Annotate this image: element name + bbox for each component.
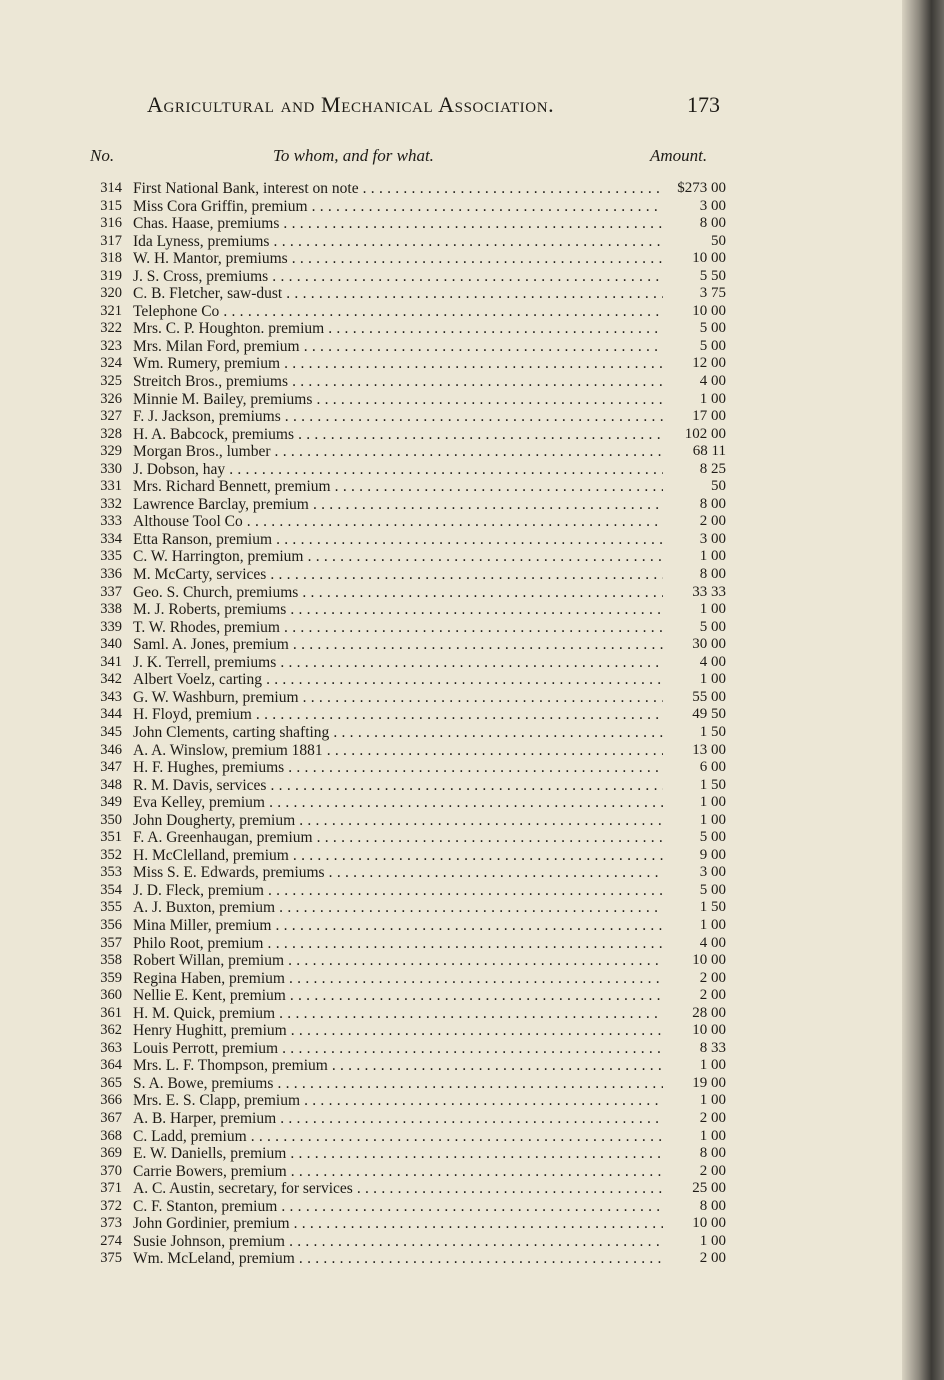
ledger-rows: [0, 180, 902, 1268]
entry-number: 367: [100, 1109, 122, 1126]
entry-description: Albert Voelz, carting . . .: [133, 671, 663, 688]
entry-number: 363: [100, 1039, 122, 1056]
entry-description: H. Floyd, premium . . .: [133, 706, 663, 723]
ledger-row: [0, 1040, 902, 1058]
entry-amount: 2 00: [699, 1109, 726, 1126]
entry-amount: 102 00: [684, 425, 726, 442]
entry-amount: 1 00: [699, 916, 726, 933]
entry-amount: 50: [711, 232, 726, 249]
entry-description: G. W. Washburn, premium . . .: [133, 689, 663, 706]
entry-description: J. K. Terrell, premiums . . .: [133, 654, 663, 671]
ledger-row: [0, 268, 902, 286]
entry-amount: 2 00: [699, 969, 726, 986]
entry-amount: 3 00: [699, 197, 726, 214]
entry-number: 351: [100, 829, 122, 846]
ledger-row: [0, 373, 902, 391]
ledger-row: [0, 1250, 902, 1268]
entry-number: 368: [100, 1127, 122, 1144]
entry-description: M. J. Roberts, premiums . . .: [133, 601, 663, 618]
entry-description: Mrs. Milan Ford, premium . . .: [133, 338, 663, 355]
entry-description: R. M. Davis, services . . .: [133, 777, 663, 794]
entry-number: 319: [100, 267, 122, 284]
entry-amount: 8 33: [699, 1039, 726, 1056]
entry-amount: 1 50: [699, 776, 726, 793]
entry-number: 343: [100, 688, 122, 705]
entry-number: 344: [100, 706, 122, 723]
entry-description: J. D. Fleck, premium . . .: [133, 882, 663, 899]
ledger-row: [0, 864, 902, 882]
entry-description: Regina Haben, premium . . .: [133, 970, 663, 987]
entry-description: Wm. Rumery, premium . . .: [133, 355, 663, 372]
entry-number: 331: [100, 478, 122, 495]
entry-amount: 6 00: [699, 759, 726, 776]
entry-amount: 8 00: [699, 1197, 726, 1214]
entry-amount: 1 00: [699, 1127, 726, 1144]
ledger-row: [0, 987, 902, 1005]
entry-number: 325: [100, 373, 122, 390]
entry-description: A. C. Austin, secretary, for services . . .: [133, 1180, 663, 1197]
entry-description: Robert Willan, premium . . .: [133, 952, 663, 969]
entry-description: C. W. Harrington, premium . . .: [133, 548, 663, 565]
entry-number: 360: [100, 987, 122, 1004]
entry-number: 349: [100, 794, 122, 811]
entry-number: 315: [100, 197, 122, 214]
ledger-row: [0, 338, 902, 356]
entry-amount: 1 50: [699, 899, 726, 916]
ledger-row: [0, 777, 902, 795]
entry-description: Morgan Bros., lumber . . .: [133, 443, 663, 460]
entry-number: 333: [100, 513, 122, 530]
ledger-row: [0, 601, 902, 619]
entry-number: 375: [100, 1250, 122, 1267]
ledger-row: [0, 285, 902, 303]
entry-number: 326: [100, 390, 122, 407]
entry-amount: 4 00: [699, 934, 726, 951]
entry-number: 357: [100, 934, 122, 951]
entry-description: M. McCarty, services . . .: [133, 566, 663, 583]
entry-amount: 5 50: [699, 267, 726, 284]
entry-description: H. F. Hughes, premiums . . .: [133, 759, 663, 776]
entry-description: Louis Perrott, premium . . .: [133, 1040, 663, 1057]
ledger-row: [0, 426, 902, 444]
ledger-row: [0, 443, 902, 461]
entry-amount: 4 00: [699, 373, 726, 390]
entry-description: A. B. Harper, premium . . .: [133, 1110, 663, 1127]
ledger-row: [0, 1022, 902, 1040]
entry-number: 338: [100, 601, 122, 618]
entry-amount: 8 00: [699, 495, 726, 512]
entry-amount: 5 00: [699, 829, 726, 846]
ledger-row: [0, 689, 902, 707]
entry-number: 365: [100, 1074, 122, 1091]
entry-description: F. A. Greenhaugan, premium . . .: [133, 829, 663, 846]
ledger-row: [0, 461, 902, 479]
entry-amount: 10 00: [692, 302, 726, 319]
entry-number: 348: [100, 776, 122, 793]
ledger-row: [0, 513, 902, 531]
entry-description: Mrs. L. F. Thompson, premium . . .: [133, 1057, 663, 1074]
ledger-row: [0, 1092, 902, 1110]
entry-number: 369: [100, 1145, 122, 1162]
ledger-row: [0, 250, 902, 268]
entry-description: S. A. Bowe, premiums . . .: [133, 1075, 663, 1092]
entry-description: First National Bank, interest on note . . .: [133, 180, 663, 197]
entry-amount: 2 00: [699, 987, 726, 1004]
entry-number: 328: [100, 425, 122, 442]
entry-description: F. J. Jackson, premiums . . .: [133, 408, 663, 425]
entry-amount: 9 00: [699, 846, 726, 863]
entry-number: 339: [100, 618, 122, 635]
entry-amount: $273 00: [677, 180, 726, 196]
entry-number: 342: [100, 671, 122, 688]
entry-number: 318: [100, 250, 122, 267]
entry-amount: 1 00: [699, 390, 726, 407]
ledger-row: [0, 1180, 902, 1198]
entry-description: Geo. S. Church, premiums . . .: [133, 584, 663, 601]
ledger-row: [0, 478, 902, 496]
column-header-description: To whom, and for what.: [273, 146, 434, 165]
entry-amount: 1 00: [699, 671, 726, 688]
entry-description: T. W. Rhodes, premium . . .: [133, 619, 663, 636]
entry-amount: 68 11: [692, 443, 726, 460]
ledger-row: [0, 1198, 902, 1216]
entry-description: J. Dobson, hay . . .: [133, 461, 663, 478]
ledger-row: [0, 180, 902, 198]
entry-number: 327: [100, 408, 122, 425]
entry-description: Wm. McLeland, premium . . .: [133, 1250, 663, 1267]
ledger-row: [0, 303, 902, 321]
entry-amount: 3 75: [699, 285, 726, 302]
ledger-row: [0, 1110, 902, 1128]
ledger-row: [0, 215, 902, 233]
entry-description: Althouse Tool Co . . .: [133, 513, 663, 530]
entry-description: John Dougherty, premium . . .: [133, 812, 663, 829]
ledger-row: [0, 1075, 902, 1093]
entry-amount: 13 00: [692, 741, 726, 758]
entry-description: Carrie Bowers, premium . . .: [133, 1163, 663, 1180]
ledger-row: [0, 1145, 902, 1163]
entry-description: C. B. Fletcher, saw-dust . . .: [133, 285, 663, 302]
ledger-row: [0, 671, 902, 689]
page-number: 173: [687, 92, 720, 117]
ledger-row: [0, 320, 902, 338]
entry-description: Mrs. E. S. Clapp, premium . . .: [133, 1092, 663, 1109]
entry-amount: 50: [711, 478, 726, 495]
entry-number: 352: [100, 846, 122, 863]
entry-description: Mrs. C. P. Houghton. premium . . .: [133, 320, 663, 337]
entry-amount: 5 00: [699, 618, 726, 635]
entry-amount: 10 00: [692, 1215, 726, 1232]
entry-number: 320: [100, 285, 122, 302]
entry-number: 330: [100, 460, 122, 477]
entry-amount: 25 00: [692, 1180, 726, 1197]
entry-number: 274: [100, 1232, 122, 1249]
ledger-row: [0, 1128, 902, 1146]
entry-description: J. S. Cross, premiums . . .: [133, 268, 663, 285]
ledger-row: [0, 566, 902, 584]
ledger-row: [0, 233, 902, 251]
running-head: [0, 92, 902, 122]
ledger-row: [0, 935, 902, 953]
entry-amount: 3 00: [699, 864, 726, 881]
ledger-row: [0, 198, 902, 216]
entry-amount: 28 00: [692, 1004, 726, 1021]
entry-amount: 19 00: [692, 1074, 726, 1091]
entry-number: 361: [100, 1004, 122, 1021]
entry-number: 372: [100, 1197, 122, 1214]
entry-number: 314: [100, 180, 122, 196]
entry-number: 341: [100, 653, 122, 670]
entry-number: 346: [100, 741, 122, 758]
ledger-row: [0, 829, 902, 847]
entry-amount: 10 00: [692, 250, 726, 267]
entry-amount: 2 00: [699, 1250, 726, 1267]
entry-number: 316: [100, 215, 122, 232]
entry-description: Miss Cora Griffin, premium . . .: [133, 198, 663, 215]
entry-number: 366: [100, 1092, 122, 1109]
entry-number: 370: [100, 1162, 122, 1179]
entry-number: 350: [100, 811, 122, 828]
entry-number: 337: [100, 583, 122, 600]
ledger-row: [0, 584, 902, 602]
entry-number: 345: [100, 723, 122, 740]
entry-amount: 1 00: [699, 811, 726, 828]
entry-number: 340: [100, 636, 122, 653]
entry-number: 321: [100, 302, 122, 319]
entry-amount: 2 00: [699, 513, 726, 530]
ledger-row: [0, 548, 902, 566]
column-header-amount: Amount.: [650, 146, 708, 165]
entry-number: 329: [100, 443, 122, 460]
entry-amount: 8 00: [699, 1145, 726, 1162]
entry-number: 324: [100, 355, 122, 372]
entry-number: 355: [100, 899, 122, 916]
entry-amount: 1 50: [699, 723, 726, 740]
entry-description: Mina Miller, premium . . .: [133, 917, 663, 934]
ledger-row: [0, 619, 902, 637]
ledger-row: [0, 391, 902, 409]
ledger-row: [0, 724, 902, 742]
entry-amount: 10 00: [692, 952, 726, 969]
entry-description: Minnie M. Bailey, premiums . . .: [133, 391, 663, 408]
entry-description: Saml. A. Jones, premium . . .: [133, 636, 663, 653]
entry-number: 356: [100, 916, 122, 933]
ledger-row: [0, 759, 902, 777]
entry-description: H. A. Babcock, premiums . . .: [133, 426, 663, 443]
entry-description: H. M. Quick, premium . . .: [133, 1005, 663, 1022]
column-headers: [0, 146, 902, 170]
entry-amount: 17 00: [692, 408, 726, 425]
entry-amount: 8 25: [699, 460, 726, 477]
ledger-row: [0, 1215, 902, 1233]
entry-amount: 1 00: [699, 548, 726, 565]
ledger-row: [0, 970, 902, 988]
entry-number: 353: [100, 864, 122, 881]
ledger-row: [0, 1057, 902, 1075]
ledger-row: [0, 899, 902, 917]
entry-description: Mrs. Richard Bennett, premium . . .: [133, 478, 663, 495]
ledger-row: [0, 1163, 902, 1181]
ledger-row: [0, 636, 902, 654]
entry-description: Etta Ranson, premium . . .: [133, 531, 663, 548]
ledger-row: [0, 1233, 902, 1251]
ledger-row: [0, 355, 902, 373]
entry-amount: 1 00: [699, 1232, 726, 1249]
entry-number: 322: [100, 320, 122, 337]
ledger-row: [0, 882, 902, 900]
entry-description: Chas. Haase, premiums . . .: [133, 215, 663, 232]
entry-description: Lawrence Barclay, premium . . .: [133, 496, 663, 513]
entry-amount: 55 00: [692, 688, 726, 705]
entry-description: John Clements, carting shafting . . .: [133, 724, 663, 741]
entry-number: 347: [100, 759, 122, 776]
ledger-row: [0, 496, 902, 514]
entry-amount: 12 00: [692, 355, 726, 372]
entry-number: 335: [100, 548, 122, 565]
entry-number: 354: [100, 881, 122, 898]
ledger-row: [0, 917, 902, 935]
ledger-row: [0, 408, 902, 426]
entry-description: John Gordinier, premium . . .: [133, 1215, 663, 1232]
entry-number: 334: [100, 530, 122, 547]
entry-description: Susie Johnson, premium . . .: [133, 1233, 663, 1250]
entry-amount: 49 50: [692, 706, 726, 723]
entry-number: 358: [100, 952, 122, 969]
entry-amount: 1 00: [699, 1092, 726, 1109]
entry-amount: 5 00: [699, 881, 726, 898]
entry-number: 364: [100, 1057, 122, 1074]
entry-description: H. McClelland, premium . . .: [133, 847, 663, 864]
entry-description: Telephone Co . . .: [133, 303, 663, 320]
ledger-row: [0, 654, 902, 672]
entry-description: W. H. Mantor, premiums . . .: [133, 250, 663, 267]
entry-amount: 33 33: [692, 583, 726, 600]
entry-number: 332: [100, 495, 122, 512]
entry-description: Miss S. E. Edwards, premiums . . .: [133, 864, 663, 881]
entry-amount: 1 00: [699, 601, 726, 618]
entry-amount: 1 00: [699, 1057, 726, 1074]
entry-description: Henry Hughitt, premium . . .: [133, 1022, 663, 1039]
entry-number: 359: [100, 969, 122, 986]
ledger-row: [0, 531, 902, 549]
entry-amount: 8 00: [699, 566, 726, 583]
entry-amount: 4 00: [699, 653, 726, 670]
entry-amount: 5 00: [699, 320, 726, 337]
entry-description: Streitch Bros., premiums . . .: [133, 373, 663, 390]
ledger-row: [0, 706, 902, 724]
entry-amount: 10 00: [692, 1022, 726, 1039]
entry-amount: 1 00: [699, 794, 726, 811]
entry-number: 317: [100, 232, 122, 249]
entry-number: 323: [100, 337, 122, 354]
entry-amount: 30 00: [692, 636, 726, 653]
entry-description: Nellie E. Kent, premium . . .: [133, 987, 663, 1004]
entry-amount: 3 00: [699, 530, 726, 547]
entry-description: A. J. Buxton, premium . . .: [133, 899, 663, 916]
ledger-row: [0, 847, 902, 865]
ledger-row: [0, 794, 902, 812]
entry-number: 373: [100, 1215, 122, 1232]
ledger-row: [0, 1005, 902, 1023]
entry-description: A. A. Winslow, premium 1881 . . .: [133, 742, 663, 759]
entry-amount: 8 00: [699, 215, 726, 232]
entry-amount: 5 00: [699, 337, 726, 354]
entry-description: Philo Root, premium . . .: [133, 935, 663, 952]
entry-description: C. Ladd, premium . . .: [133, 1128, 663, 1145]
entry-number: 371: [100, 1180, 122, 1197]
entry-amount: 2 00: [699, 1162, 726, 1179]
column-header-no: No.: [90, 146, 115, 165]
page-edge: [902, 0, 944, 1380]
ledger-row: [0, 812, 902, 830]
entry-description: C. F. Stanton, premium . . .: [133, 1198, 663, 1215]
entry-number: 362: [100, 1022, 122, 1039]
entry-description: E. W. Daniells, premium . . .: [133, 1145, 663, 1162]
running-title: Agricultural and Mechanical Association.: [147, 92, 555, 117]
ledger-row: [0, 742, 902, 760]
ledger-row: [0, 952, 902, 970]
entry-description: Ida Lyness, premiums . . .: [133, 233, 663, 250]
entry-number: 336: [100, 566, 122, 583]
entry-description: Eva Kelley, premium . . .: [133, 794, 663, 811]
